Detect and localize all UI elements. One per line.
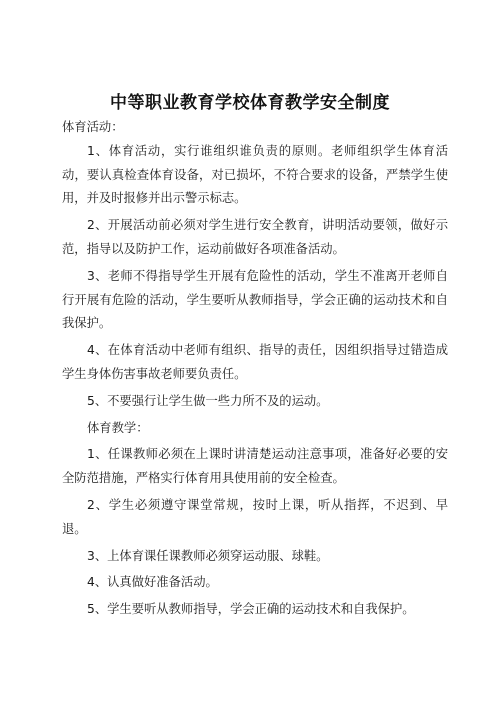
paragraph: 2、开展活动前必须对学生进行安全教育，讲明活动要领，做好示范，指导以及防护工作，运动前做好各项准备活动。	[62, 218, 448, 256]
paragraph: 4、在体育活动中老师有组织、指导的责任，因组织指导过错造成学生身体伤害事故老师要负责任。	[62, 343, 448, 381]
section-heading-activities: 体育活动：	[62, 120, 124, 134]
section-heading-teaching: 体育教学：	[87, 420, 149, 435]
paragraph: 3、上体育课任课教师必须穿运动服、球鞋。	[87, 548, 329, 563]
document-title: 中等职业教育学校体育教学安全制度	[110, 93, 390, 113]
paragraph: 5、学生要听从教师指导，学会正确的运动技术和自我保护。	[87, 602, 415, 617]
document-body	[62, 116, 448, 622]
paragraph: 1、任课教师必须在上课时讲清楚运动注意事项，准备好必要的安全防范措施，严格实行体育用具使用前的安全检查。	[62, 447, 448, 486]
paragraph: 2、学生必须遵守课堂常规，按时上课，听从指挥，不迟到、早退。	[62, 497, 448, 536]
paragraph: 4、认真做好准备活动。	[87, 575, 218, 590]
paragraph: 1、体育活动，实行谁组织谁负责的原则。老师组织学生体育活动，要认真检查体育设备，对已损坏，不符合要求的设备，严禁学生使用，并及时报修并出示警示标志。	[62, 143, 448, 206]
paragraph: 5、不要强行让学生做一些力所不及的运动。	[87, 393, 329, 408]
paragraph: 3、老师不得指导学生开展有危险性的活动，学生不准离开老师自行开展有危险的活动，学生要听从教师指导，学会正确的运动技术和自我保护。	[62, 268, 448, 331]
